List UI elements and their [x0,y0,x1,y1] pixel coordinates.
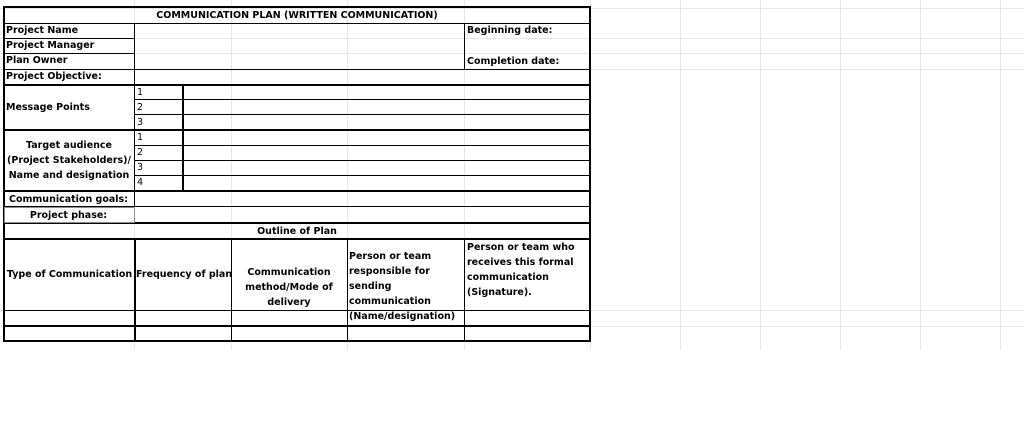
outline-of-plan-title: Outline of Plan [257,226,337,237]
border [134,175,591,176]
beginning-date-label: Beginning date: [467,25,553,36]
border [3,325,591,327]
column-header-frequency: Frequency of plan [136,269,233,280]
border [589,6,591,342]
project-manager-label: Project Manager [6,40,95,51]
message-point-number: 1 [137,87,144,98]
border [134,114,591,115]
completion-date-label: Completion date: [467,56,560,67]
message-point-number: 2 [137,102,144,113]
border [182,84,184,130]
audience-number: 3 [137,162,144,173]
project-phase-label: Project phase: [29,210,108,221]
border [134,99,591,100]
border [134,84,135,130]
border [3,129,591,131]
border [134,145,591,146]
target-audience-label: Target audience (Project Stakeholders)/ Name and designation [7,140,131,181]
communication-goals-label: Communication goals: [9,194,128,205]
border [134,23,135,85]
border [3,84,591,86]
message-point-number: 3 [137,117,144,128]
message-points-label: Message Points [6,102,90,113]
gridline [0,38,1024,39]
border [3,6,5,342]
border [464,23,465,69]
audience-number: 4 [137,177,144,188]
border [3,340,591,342]
border [3,310,591,311]
column-header-receiver: Person or team who receives this formal communication (Signature). [467,242,575,298]
column-header-type: Type of Communication [6,269,133,280]
page-title: COMMUNICATION PLAN (WRITTEN COMMUNICATION) [156,10,438,21]
border [134,160,591,161]
audience-number: 2 [137,147,144,158]
plan-owner-label: Plan Owner [6,55,68,66]
audience-number: 1 [137,132,144,143]
project-objective-label: Project Objective: [6,71,102,82]
column-header-sender: Person or team responsible for sending communication (Name/designation) [349,251,456,322]
project-name-label: Project Name [6,25,79,36]
column-header-method: Communication method/Mode of delivery [245,267,333,308]
